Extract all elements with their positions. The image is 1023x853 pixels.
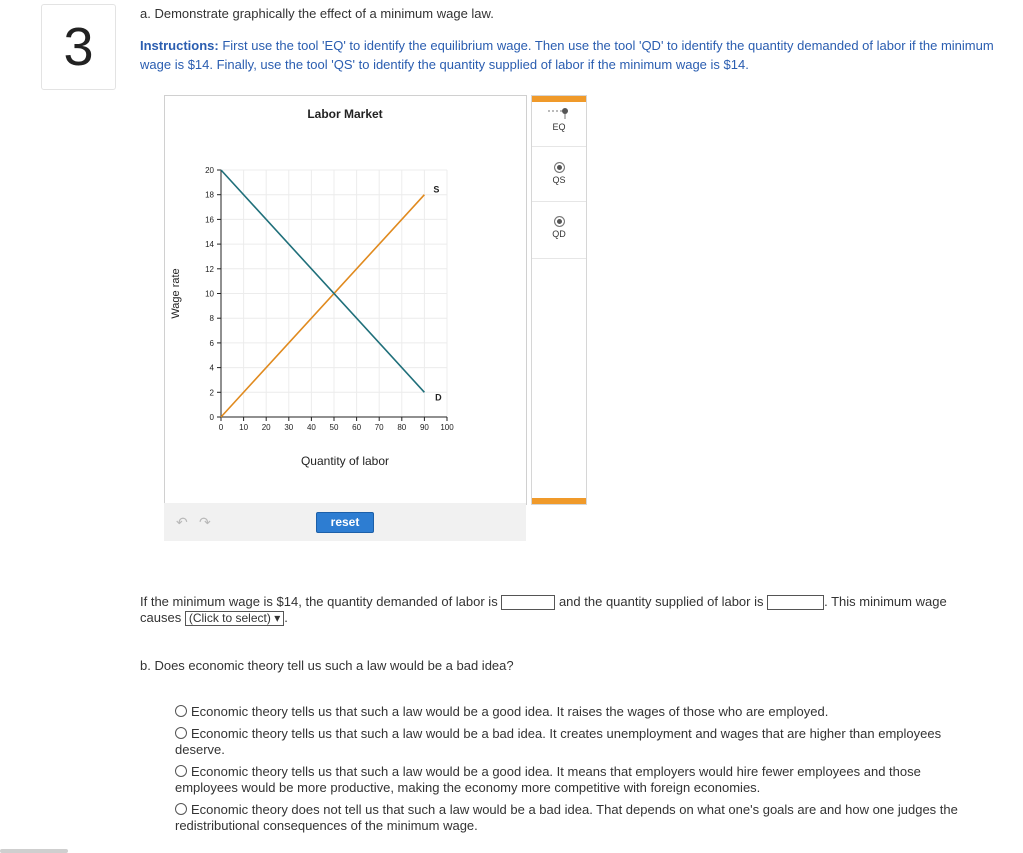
y-tick-label: 2 [209, 388, 214, 398]
redo-icon[interactable]: ↷ [199, 514, 211, 530]
y-tick-label: 18 [205, 190, 214, 200]
y-tick-label: 20 [205, 166, 214, 175]
option-item[interactable] [175, 704, 975, 720]
sentence-part1: If the minimum wage is $14, the quantity demanded of labor is [140, 594, 498, 609]
x-tick-label: 60 [352, 423, 362, 432]
tool-divider [532, 201, 586, 202]
tool-divider [532, 146, 586, 147]
quantity-demanded-input[interactable] [501, 595, 555, 610]
y-tick-label: 12 [205, 264, 214, 274]
labor-market-chart[interactable] [165, 96, 526, 504]
supply-curve [221, 195, 424, 417]
x-tick-label: 70 [374, 423, 384, 432]
chevron-down-icon: ▾ [274, 611, 281, 626]
option-label: Economic theory tells us that such a law would be a bad idea. It creates unemployment and wages that are higher than employees deserve. [175, 726, 942, 757]
x-tick-label: 10 [239, 423, 249, 432]
instructions-text: First use the tool 'EQ' to identify the equilibrium wage. Then use the tool 'QD' to identify the quantity demanded of labor if the minimum wage is $14. Finally, use the tool 'QS' to identify the quantity supplied of labor if the minimum wage is $14. [140, 38, 994, 72]
y-tick-label: 6 [209, 338, 214, 348]
chart-title: Labor Market [307, 107, 383, 121]
y-tick-label: 8 [209, 314, 214, 324]
x-tick-label: 0 [218, 423, 224, 432]
sentence-part2: and the quantity supplied of labor is [558, 594, 764, 609]
answer-options [175, 704, 975, 840]
y-tick-label: 0 [209, 413, 214, 422]
point-tool-icon [554, 216, 565, 227]
radio-button[interactable] [175, 803, 187, 815]
option-label: Economic theory tells us that such a law would be a good idea. It raises the wages of those who are employed. [191, 704, 829, 719]
tool-qs-label: QS [552, 175, 566, 185]
y-tick-label: 14 [205, 240, 214, 250]
effect-select-value: (Click to select) [188, 611, 271, 626]
y-axis-label: Wage rate [170, 268, 182, 319]
point-tool-icon [554, 162, 565, 173]
scroll-indicator [0, 849, 68, 853]
tool-qs[interactable] [532, 162, 586, 185]
radio-button[interactable] [175, 765, 187, 777]
instructions [140, 36, 1000, 74]
answer-sentence [140, 594, 990, 626]
tool-eq[interactable] [532, 104, 586, 132]
part-a-prompt: a. Demonstrate graphically the effect of a minimum wage law. [140, 6, 494, 21]
y-tick-label: 10 [205, 289, 214, 299]
x-tick-label: 50 [329, 423, 339, 432]
option-item[interactable] [175, 726, 975, 758]
part-b-prompt: b. Does economic theory tell us such a law would be a bad idea? [140, 658, 514, 673]
demand-curve [221, 170, 424, 392]
y-tick-label: 4 [209, 363, 214, 373]
eq-line-tool-icon [546, 104, 572, 120]
supply-label: S [433, 184, 440, 195]
tool-palette-top-handle [532, 96, 586, 102]
x-axis-label: Quantity of labor [300, 454, 390, 468]
graph-panel[interactable] [164, 95, 527, 505]
x-tick-label: 20 [261, 423, 271, 432]
option-label: Economic theory does not tell us that such a law would be a bad idea. That depends on what one's goals are and how one judges the redistributional consequences of the minimum wage. [175, 802, 958, 833]
x-tick-label: 40 [306, 423, 316, 432]
x-tick-label: 100 [440, 423, 454, 432]
option-label: Economic theory tells us that such a law would be a good idea. It means that employers would hire fewer employees and those employees would be more productive, making the economy more competitive with foreign economies. [175, 764, 921, 795]
tool-palette [531, 95, 587, 505]
instructions-label: Instructions: [140, 38, 219, 53]
sentence-part3: . This minimum wage causes [140, 594, 947, 626]
y-tick-label: 16 [205, 215, 214, 225]
tool-palette-bottom-handle [532, 498, 586, 504]
radio-button[interactable] [175, 705, 187, 717]
tool-qd[interactable] [532, 216, 586, 239]
x-tick-label: 90 [419, 423, 429, 432]
demand-label: D [435, 392, 442, 403]
undo-icon[interactable]: ↶ [176, 514, 188, 530]
question-number: 3 [41, 4, 116, 90]
tool-divider [532, 258, 586, 259]
x-tick-label: 30 [284, 423, 294, 432]
radio-button[interactable] [175, 727, 187, 739]
reset-button[interactable]: reset [316, 512, 374, 533]
option-item[interactable] [175, 802, 975, 834]
effect-select[interactable] [185, 611, 284, 626]
tool-qd-label: QD [552, 229, 566, 239]
quantity-supplied-input[interactable] [767, 595, 824, 610]
sentence-end: . [284, 610, 288, 626]
tool-eq-label: EQ [552, 122, 566, 132]
x-tick-label: 80 [397, 423, 407, 432]
option-item[interactable] [175, 764, 975, 796]
